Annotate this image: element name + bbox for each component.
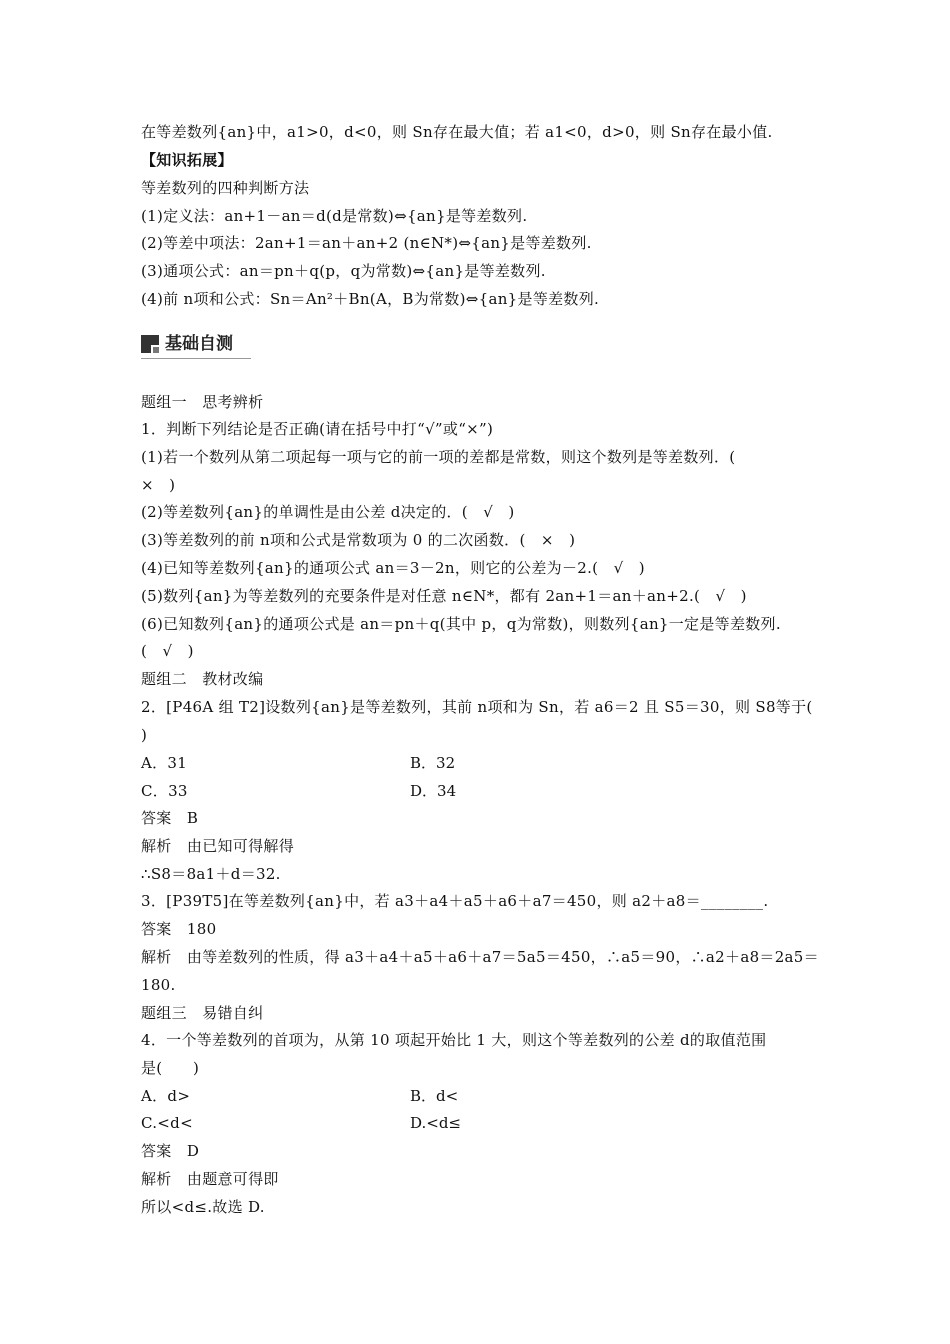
q4-option-d: D.<d≤ [410, 1114, 461, 1132]
q2-stem: 2．[P46A 组 T2]设数列{an}是等差数列，其前 n项和为 Sn，若 a6＝2 且 S5＝30，则 S8等于( [141, 698, 813, 716]
q1-item-5: (5)数列{an}为等差数列的充要条件是对任意 n∈N*，都有 2an+1＝an＋an+2.( √ ) [141, 587, 747, 605]
q2-option-d: D．34 [410, 782, 457, 800]
group1-title: 题组一 思考辨析 [141, 393, 264, 411]
q1-item-4: (4)已知等差数列{an}的通项公式 an＝3－2n，则它的公差为－2.( √ ) [141, 559, 645, 577]
intro-line: 在等差数列{an}中，a1>0，d<0，则 Sn存在最大值；若 a1<0，d>0，则 Sn存在最小值. [141, 123, 773, 141]
method-4: (4)前 n项和公式：Sn＝An²＋Bn(A，B为常数)⇔{an}是等差数列. [141, 290, 600, 308]
section-square-icon [141, 335, 159, 353]
method-1: (1)定义法：an+1－an＝d(d是常数)⇔{an}是等差数列. [141, 207, 528, 225]
q4-stem: 4．一个等差数列的首项为，从第 10 项起开始比 1 大，则这个等差数列的公差 d的取值范围 [141, 1031, 767, 1049]
knowledge-expand-title: 【知识拓展】 [141, 151, 233, 169]
q2-analysis: 解析 由已知可得解得 [141, 837, 295, 855]
q4-analysis-result: 所以<d≤.故选 D. [141, 1198, 265, 1216]
q4-stem-cont: 是( ) [141, 1059, 200, 1077]
q1-item-6-answer: ( √ ) [141, 642, 194, 660]
q2-option-c: C．33 [141, 782, 188, 800]
q2-answer: 答案 B [141, 809, 199, 827]
q4-option-c: C.<d< [141, 1114, 193, 1132]
section-underline [141, 358, 251, 359]
section-title: 基础自测 [165, 334, 233, 354]
q2-option-a: A．31 [141, 754, 188, 772]
q1-stem: 1．判断下列结论是否正确(请在括号中打“√”或“×”) [141, 420, 494, 438]
methods-subtitle: 等差数列的四种判断方法 [141, 179, 310, 197]
section-header [141, 332, 251, 360]
q1-item-1-answer: × ) [141, 476, 176, 494]
q4-option-a: A．d> [141, 1087, 191, 1105]
method-2: (2)等差中项法：2an+1＝an＋an+2 (n∈N*)⇔{an}是等差数列. [141, 234, 592, 252]
group3-title: 题组三 易错自纠 [141, 1004, 264, 1022]
q1-item-1: (1)若一个数列从第二项起每一项与它的前一项的差都是常数，则这个数列是等差数列．( [141, 448, 736, 466]
q3-stem: 3．[P39T5]在等差数列{an}中，若 a3＋a4＋a5＋a6＋a7＝450，则 a2＋a8＝________. [141, 892, 769, 910]
q1-item-6: (6)已知数列{an}的通项公式是 an＝pn＋q(其中 p，q为常数)，则数列{an}一定是等差数列. [141, 615, 781, 633]
q3-analysis-cont: 180. [141, 976, 176, 994]
q1-item-3: (3)等差数列的前 n项和公式是常数项为 0 的二次函数．( × ) [141, 531, 576, 549]
q4-answer: 答案 D [141, 1142, 200, 1160]
q3-analysis: 解析 由等差数列的性质，得 a3＋a4＋a5＋a6＋a7＝5a5＝450，∴a5＝90，∴a2＋a8＝2a5＝ [141, 948, 819, 966]
q4-option-b: B．d< [410, 1087, 459, 1105]
q3-answer: 答案 180 [141, 920, 217, 938]
q1-item-2: (2)等差数列{an}的单调性是由公差 d决定的．( √ ) [141, 503, 515, 521]
q4-analysis: 解析 由题意可得即 [141, 1170, 279, 1188]
group2-title: 题组二 教材改编 [141, 670, 264, 688]
q2-stem-cont: ) [141, 726, 148, 744]
q2-option-b: B．32 [410, 754, 456, 772]
method-3: (3)通项公式：an＝pn＋q(p，q为常数)⇔{an}是等差数列. [141, 262, 546, 280]
q2-analysis-result: ∴S8＝8a1＋d＝32. [141, 865, 281, 883]
